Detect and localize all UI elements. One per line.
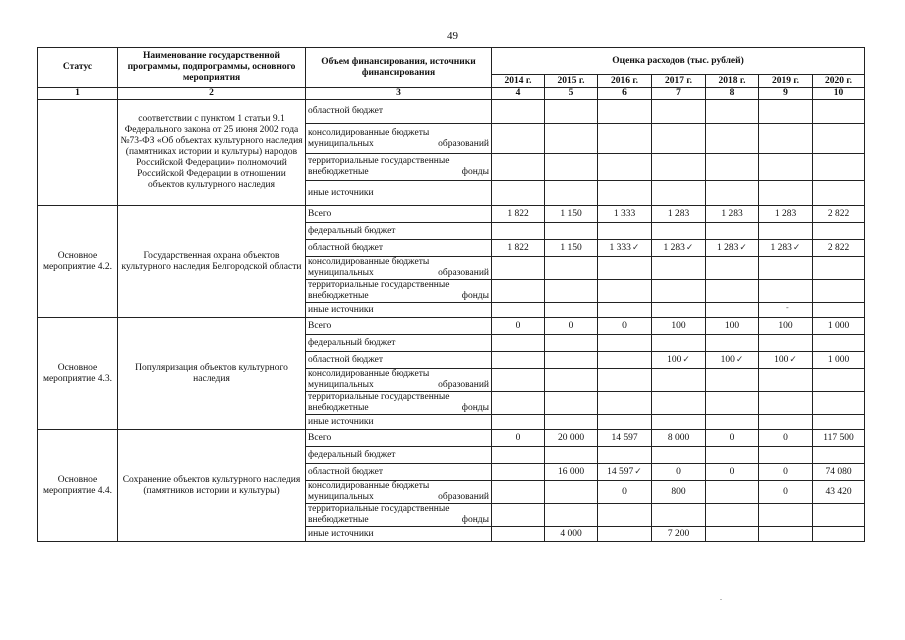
amount-cell xyxy=(759,280,813,303)
amount-cell xyxy=(759,415,813,430)
amount-cell xyxy=(598,527,652,542)
amount-cell xyxy=(759,257,813,280)
amount-cell xyxy=(759,464,813,481)
column-number: 7 xyxy=(652,88,706,100)
amount-value: 1 150 xyxy=(560,242,582,253)
amount-cell xyxy=(545,280,598,303)
check-mark-icon: ✓ xyxy=(789,354,797,364)
amount-cell xyxy=(652,303,706,318)
amount-value: 7 200 xyxy=(667,528,690,539)
amount-cell xyxy=(813,154,865,181)
amount-cell xyxy=(652,154,706,181)
program-name-cell: Сохранение объектов культурного наследия (памятников истории и культуры) xyxy=(118,430,306,542)
amount-cell xyxy=(598,430,652,447)
funding-source-cell: консолидированные бюджеты муниципальных образований xyxy=(306,481,492,504)
amount-cell xyxy=(492,100,545,124)
amount-cell xyxy=(652,447,706,464)
amount-cell xyxy=(492,257,545,280)
amount-value: 2 822 xyxy=(827,242,850,253)
amount-cell xyxy=(492,504,545,527)
amount-cell xyxy=(652,280,706,303)
funding-source-cell: территориальные государственные внебюджетные фонды xyxy=(306,392,492,415)
amount-cell xyxy=(598,181,652,206)
status-cell: Основное мероприятие 4.2. xyxy=(38,206,118,318)
amount-cell xyxy=(545,464,598,481)
column-number: 3 xyxy=(306,88,492,100)
amount-cell xyxy=(545,124,598,154)
amount-cell xyxy=(759,240,813,257)
funding-source-cell: территориальные государственные внебюджетные фонды xyxy=(306,280,492,303)
amount-cell xyxy=(706,223,759,240)
amount-cell xyxy=(813,352,865,369)
amount-cell xyxy=(759,124,813,154)
amount-cell xyxy=(492,464,545,481)
amount-value: 1 150 xyxy=(560,208,582,219)
amount-cell xyxy=(813,223,865,240)
amount-cell xyxy=(545,527,598,542)
amount-cell xyxy=(545,335,598,352)
column-number: 9 xyxy=(759,88,813,100)
table-row xyxy=(38,206,865,223)
amount-value: 16 000 xyxy=(557,466,585,477)
column-number: 6 xyxy=(598,88,652,100)
amount-cell xyxy=(652,206,706,223)
amount-cell xyxy=(813,392,865,415)
amount-cell xyxy=(598,206,652,223)
amount-cell xyxy=(706,318,759,335)
amount-cell xyxy=(492,223,545,240)
column-number: 8 xyxy=(706,88,759,100)
amount-cell xyxy=(492,154,545,181)
page-number: 49 xyxy=(447,30,458,42)
amount-value: 1 283 xyxy=(721,208,743,219)
amount-cell xyxy=(492,430,545,447)
amount-cell xyxy=(545,415,598,430)
check-mark-icon: ✓ xyxy=(685,242,694,252)
header-year: 2016 г. xyxy=(598,75,652,88)
amount-cell xyxy=(598,100,652,124)
stray-mark: . xyxy=(720,593,722,602)
amount-cell xyxy=(652,318,706,335)
amount-cell xyxy=(652,335,706,352)
amount-cell xyxy=(759,527,813,542)
amount-cell xyxy=(813,257,865,280)
stray-mark: - xyxy=(786,303,789,312)
amount-cell xyxy=(706,206,759,223)
column-number: 1 xyxy=(38,88,118,100)
amount-cell xyxy=(652,240,706,257)
amount-cell xyxy=(759,481,813,504)
amount-value: 0 xyxy=(515,432,521,443)
amount-cell xyxy=(706,280,759,303)
funding-source-cell: консолидированные бюджеты муниципальных образований xyxy=(306,124,492,154)
amount-cell xyxy=(813,447,865,464)
amount-cell xyxy=(706,335,759,352)
amount-value: 100 xyxy=(671,320,686,331)
amount-cell xyxy=(813,481,865,504)
amount-value: 14 597 xyxy=(607,467,634,477)
amount-cell xyxy=(545,369,598,392)
header-year: 2017 г. xyxy=(652,75,706,88)
amount-cell xyxy=(598,504,652,527)
check-mark-icon: ✓ xyxy=(792,242,801,252)
amount-cell xyxy=(652,352,706,369)
header-status: Статус xyxy=(38,48,118,88)
header-name: Наименование государственной программы, подпрограммы, основного мероприятия xyxy=(118,48,306,88)
funding-source-cell: иные источники xyxy=(306,181,492,206)
amount-cell xyxy=(759,447,813,464)
funding-source-cell: иные источники xyxy=(306,303,492,318)
column-number: 4 xyxy=(492,88,545,100)
amount-cell xyxy=(652,223,706,240)
amount-cell xyxy=(652,481,706,504)
amount-cell xyxy=(545,257,598,280)
amount-value: 0 xyxy=(676,466,681,477)
funding-source-cell: Всего xyxy=(306,318,492,335)
amount-cell xyxy=(706,154,759,181)
amount-cell xyxy=(598,481,652,504)
amount-cell xyxy=(598,154,652,181)
amount-cell xyxy=(652,504,706,527)
header-estimate: Оценка расходов (тыс. рублей) xyxy=(492,48,865,75)
amount-cell xyxy=(492,303,545,318)
amount-value: 100 xyxy=(774,355,789,365)
funding-source-cell: Всего xyxy=(306,430,492,447)
amount-cell xyxy=(706,257,759,280)
amount-cell xyxy=(706,352,759,369)
amount-value: 0 xyxy=(729,432,735,443)
amount-cell xyxy=(813,464,865,481)
amount-cell xyxy=(545,318,598,335)
amount-cell xyxy=(813,504,865,527)
funding-source-cell: иные источники xyxy=(306,415,492,430)
amount-cell xyxy=(492,240,545,257)
amount-cell xyxy=(598,447,652,464)
amount-cell xyxy=(492,369,545,392)
amount-cell xyxy=(492,280,545,303)
amount-cell xyxy=(813,430,865,447)
amount-value: 0 xyxy=(515,320,521,331)
amount-cell xyxy=(706,369,759,392)
amount-cell xyxy=(706,181,759,206)
amount-cell xyxy=(598,303,652,318)
amount-value: 1 283 xyxy=(717,243,739,253)
funding-source-cell: иные источники xyxy=(306,527,492,542)
amount-cell xyxy=(706,430,759,447)
amount-cell xyxy=(545,100,598,124)
amount-cell xyxy=(492,181,545,206)
amount-cell xyxy=(813,415,865,430)
funding-source-cell: территориальные государственные внебюджетные фонды xyxy=(306,504,492,527)
amount-cell xyxy=(813,240,865,257)
check-mark-icon: ✓ xyxy=(634,466,642,476)
amount-cell xyxy=(813,369,865,392)
table-row xyxy=(38,430,865,447)
amount-cell xyxy=(545,303,598,318)
amount-cell xyxy=(598,257,652,280)
funding-source-cell: федеральный бюджет xyxy=(306,335,492,352)
amount-cell xyxy=(706,303,759,318)
amount-cell xyxy=(813,181,865,206)
amount-cell xyxy=(545,352,598,369)
header-volume: Объем финансирования, источники финансирования xyxy=(306,48,492,88)
amount-value: 14 597 xyxy=(611,432,638,443)
amount-cell xyxy=(759,369,813,392)
amount-cell xyxy=(706,481,759,504)
amount-cell xyxy=(492,318,545,335)
amount-cell xyxy=(652,415,706,430)
amount-cell xyxy=(652,100,706,124)
funding-source-cell: территориальные государственные внебюджетные фонды xyxy=(306,154,492,181)
program-name-cell: соответствии с пунктом 1 статьи 9.1 Федерального закона от 25 июня 2002 года №73-ФЗ «Об объектах культурного наследия (памятниках истории и культуры) народов Российской Федерации» полномочий Российской Федерации в отношении объектов культурного наследия xyxy=(118,100,306,206)
amount-cell xyxy=(759,335,813,352)
amount-value: 0 xyxy=(568,320,574,331)
amount-value: 1 333 xyxy=(609,243,631,253)
amount-value: 1 822 xyxy=(507,242,529,253)
amount-cell xyxy=(545,430,598,447)
amount-cell xyxy=(759,154,813,181)
amount-value: 74 080 xyxy=(825,466,852,477)
amount-cell xyxy=(759,181,813,206)
table-row xyxy=(38,100,865,124)
amount-cell xyxy=(759,223,813,240)
amount-cell xyxy=(598,415,652,430)
amount-value: 1 000 xyxy=(827,320,850,331)
amount-cell xyxy=(759,504,813,527)
amount-cell xyxy=(598,335,652,352)
status-cell: Основное мероприятие 4.3. xyxy=(38,318,118,430)
amount-cell xyxy=(652,430,706,447)
header-year: 2018 г. xyxy=(706,75,759,88)
amount-cell xyxy=(598,223,652,240)
funding-source-cell: федеральный бюджет xyxy=(306,447,492,464)
amount-cell xyxy=(598,369,652,392)
amount-value: 1 283 xyxy=(774,208,797,219)
amount-value: 0 xyxy=(622,486,627,497)
amount-value: 100 xyxy=(724,320,740,331)
amount-cell xyxy=(759,352,813,369)
amount-cell xyxy=(652,369,706,392)
amount-cell xyxy=(759,318,813,335)
column-number: 5 xyxy=(545,88,598,100)
amount-value: 2 822 xyxy=(827,208,850,219)
amount-cell xyxy=(545,206,598,223)
amount-cell xyxy=(652,257,706,280)
amount-value: 4 000 xyxy=(560,528,582,539)
amount-cell xyxy=(813,303,865,318)
amount-value: 20 000 xyxy=(557,432,585,443)
amount-cell xyxy=(492,392,545,415)
amount-cell xyxy=(652,464,706,481)
header-year: 2015 г. xyxy=(545,75,598,88)
table-row xyxy=(38,318,865,335)
amount-cell xyxy=(813,280,865,303)
amount-cell xyxy=(545,181,598,206)
amount-value: 1 822 xyxy=(507,208,529,219)
check-mark-icon: ✓ xyxy=(631,242,640,252)
amount-value: 100 xyxy=(720,355,735,365)
funding-source-cell: областной бюджет xyxy=(306,100,492,124)
program-name-cell: Популяризация объектов культурного наследия xyxy=(118,318,306,430)
amount-cell xyxy=(759,430,813,447)
amount-cell xyxy=(706,415,759,430)
amount-cell xyxy=(545,223,598,240)
amount-cell xyxy=(545,240,598,257)
amount-cell xyxy=(706,240,759,257)
check-mark-icon: ✓ xyxy=(682,354,690,364)
amount-value: 0 xyxy=(783,486,788,497)
funding-source-cell: федеральный бюджет xyxy=(306,223,492,240)
amount-cell xyxy=(813,206,865,223)
amount-cell xyxy=(706,124,759,154)
amount-cell xyxy=(492,527,545,542)
amount-cell xyxy=(652,124,706,154)
amount-cell xyxy=(706,464,759,481)
amount-cell xyxy=(813,124,865,154)
program-name-cell: Государственная охрана объектов культурного наследия Белгородской области xyxy=(118,206,306,318)
funding-source-cell: областной бюджет xyxy=(306,240,492,257)
amount-cell xyxy=(706,527,759,542)
amount-cell xyxy=(652,527,706,542)
amount-value: 43 420 xyxy=(825,486,852,497)
amount-cell xyxy=(492,447,545,464)
amount-value: 8 000 xyxy=(667,432,690,443)
amount-value: 1 283 xyxy=(770,243,792,253)
status-cell: Основное мероприятие 4.4. xyxy=(38,430,118,542)
amount-cell xyxy=(492,415,545,430)
funding-source-cell: консолидированные бюджеты муниципальных образований xyxy=(306,257,492,280)
check-mark-icon: ✓ xyxy=(739,242,747,252)
amount-cell xyxy=(813,318,865,335)
funding-source-cell: областной бюджет xyxy=(306,352,492,369)
amount-cell xyxy=(813,335,865,352)
amount-cell xyxy=(706,504,759,527)
amount-cell xyxy=(813,527,865,542)
funding-source-cell: консолидированные бюджеты муниципальных образований xyxy=(306,369,492,392)
status-cell xyxy=(38,100,118,206)
amount-cell xyxy=(598,464,652,481)
amount-value: 0 xyxy=(622,320,627,331)
funding-source-cell: Всего xyxy=(306,206,492,223)
amount-cell xyxy=(706,100,759,124)
amount-cell xyxy=(492,481,545,504)
amount-cell xyxy=(598,124,652,154)
amount-cell xyxy=(652,392,706,415)
column-number: 10 xyxy=(813,88,865,100)
amount-cell xyxy=(706,392,759,415)
amount-value: 0 xyxy=(783,432,788,443)
amount-cell xyxy=(598,392,652,415)
amount-cell xyxy=(598,352,652,369)
amount-cell xyxy=(598,240,652,257)
header-year: 2020 г. xyxy=(813,75,865,88)
amount-value: 0 xyxy=(729,466,735,477)
column-number: 2 xyxy=(118,88,306,100)
amount-value: 800 xyxy=(671,486,686,497)
amount-cell xyxy=(545,447,598,464)
amount-value: 1 333 xyxy=(613,208,636,219)
amount-cell xyxy=(545,154,598,181)
amount-value: 117 500 xyxy=(823,432,854,443)
amount-cell xyxy=(545,392,598,415)
amount-cell xyxy=(759,100,813,124)
amount-cell xyxy=(759,206,813,223)
amount-cell xyxy=(492,352,545,369)
amount-cell xyxy=(652,181,706,206)
amount-value: 100 xyxy=(778,320,793,331)
amount-value: 1 283 xyxy=(667,208,690,219)
header-year: 2019 г. xyxy=(759,75,813,88)
amount-cell xyxy=(492,206,545,223)
amount-cell xyxy=(545,481,598,504)
amount-value: 1 283 xyxy=(663,243,685,253)
amount-cell xyxy=(706,447,759,464)
amount-cell xyxy=(492,124,545,154)
amount-value: 0 xyxy=(783,466,788,477)
header-year: 2014 г. xyxy=(492,75,545,88)
amount-cell xyxy=(598,280,652,303)
amount-cell xyxy=(759,392,813,415)
amount-value: 1 000 xyxy=(827,354,850,365)
amount-cell xyxy=(598,318,652,335)
amount-cell xyxy=(813,100,865,124)
funding-source-cell: областной бюджет xyxy=(306,464,492,481)
amount-cell xyxy=(492,335,545,352)
amount-cell xyxy=(545,504,598,527)
financing-table xyxy=(37,47,865,542)
amount-value: 100 xyxy=(667,355,682,365)
check-mark-icon: ✓ xyxy=(735,354,744,364)
